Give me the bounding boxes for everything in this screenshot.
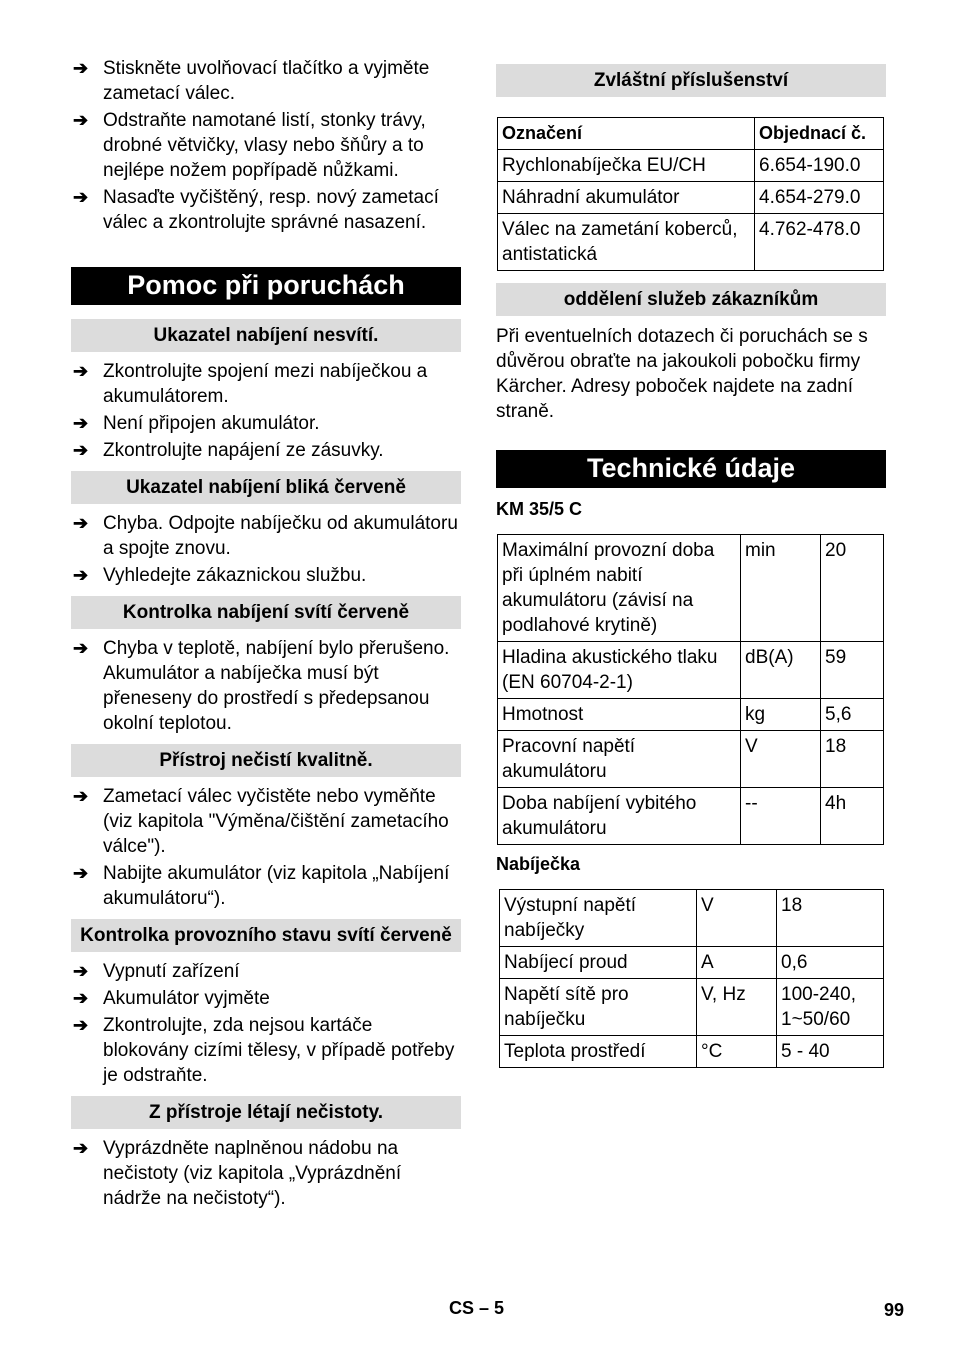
table-cell: Doba nabíjení vybitého akumulátoru — [498, 788, 741, 845]
footer-language-page: CS – 5 — [449, 1298, 505, 1318]
table-cell: 4.654-279.0 — [755, 182, 884, 214]
table-row — [500, 890, 884, 947]
list-item: ➔ Zkontrolujte, zda nejsou kartáče blokovány cizími tělesy, v případě potřeby je odstraňte. — [73, 1015, 455, 1086]
table-cell: 18 — [821, 731, 884, 788]
table-cell: 6.654-190.0 — [755, 150, 884, 182]
arrow-right-icon: ➔ — [73, 863, 89, 883]
intro-bullet-list — [71, 56, 461, 235]
table-cell: Hmotnost — [498, 699, 741, 731]
arrow-right-icon: ➔ — [73, 988, 89, 1008]
list-item: ➔ Chyba v teplotě, nabíjení bylo přerušeno. Akumulátor a nabíječka musí být přeneseny do prostředí s předepsanou okolní teplotou. — [73, 638, 450, 734]
table-cell: 100-240, 1~50/60 — [777, 979, 884, 1036]
model-label: KM 35/5 C — [496, 499, 583, 519]
section-heading: Ukazatel nabíjení bliká červeně — [71, 471, 461, 504]
table-row — [498, 182, 884, 214]
arrow-right-icon: ➔ — [73, 961, 89, 981]
table-cell: Rychlonabíječka EU/CH — [498, 150, 755, 182]
section-bullet-list — [71, 511, 461, 588]
table-row — [500, 947, 884, 979]
table-cell: 4.762-478.0 — [755, 214, 884, 271]
list-item: ➔ Odstraňte namotané listí, stonky trávy, drobné větvičky, vlasy nebo šňůry a to nejlépe nožem popřípadě nůžkami. — [73, 110, 426, 181]
list-item: ➔ Akumulátor vyjměte — [73, 988, 270, 1009]
page-number: 99 — [884, 1300, 905, 1320]
arrow-right-icon: ➔ — [73, 361, 89, 381]
main-heading: Pomoc při poruchách — [71, 267, 461, 305]
arrow-right-icon: ➔ — [73, 110, 89, 130]
model-spec-table — [497, 534, 884, 845]
table-cell: 5 - 40 — [777, 1036, 884, 1068]
arrow-right-icon: ➔ — [73, 1015, 89, 1035]
arrow-right-icon: ➔ — [73, 1138, 89, 1158]
accessories-table — [497, 117, 884, 271]
table-cell: V — [697, 890, 777, 947]
arrow-right-icon: ➔ — [73, 440, 89, 460]
service-text: Při eventuelních dotazech či poruchách se s důvěrou obraťte na jakoukoli pobočku firmy Kärcher. Adresy poboček najdete na zadní straně. — [496, 326, 868, 422]
section-heading: Přístroj nečistí kvalitně. — [71, 744, 461, 777]
section-bullet-list — [71, 959, 461, 1088]
table-cell: min — [741, 535, 821, 642]
arrow-right-icon: ➔ — [73, 565, 89, 585]
list-item: ➔ Zkontrolujte spojení mezi nabíječkou a akumulátorem. — [73, 361, 428, 407]
table-cell: V, Hz — [697, 979, 777, 1036]
arrow-right-icon: ➔ — [73, 413, 89, 433]
tech-heading: Technické údaje — [496, 450, 886, 488]
arrow-right-icon: ➔ — [73, 513, 89, 533]
charger-spec-table — [499, 889, 884, 1068]
table-cell: Válec na zametání koberců, antistatická — [498, 214, 755, 271]
table-cell: Maximální provozní doba při úplném nabití akumulátoru (závisí na podlahové krytině) — [498, 535, 741, 642]
section-bullet-list — [71, 1136, 461, 1211]
right-column — [496, 64, 886, 1068]
section-heading: Kontrolka provozního stavu svítí červeně — [71, 919, 461, 952]
table-cell: °C — [697, 1036, 777, 1068]
list-item: ➔ Vypnutí zařízení — [73, 961, 240, 982]
table-cell: A — [697, 947, 777, 979]
list-item: ➔ Nasaďte vyčištěný, resp. nový zametací válec a zkontrolujte správné nasazení. — [73, 187, 439, 233]
list-item: ➔ Nabijte akumulátor (viz kapitola „Nabíjení akumulátoru“). — [73, 863, 450, 909]
table-row — [498, 788, 884, 845]
table-cell: -- — [741, 788, 821, 845]
arrow-right-icon: ➔ — [73, 187, 89, 207]
table-row — [498, 535, 884, 642]
table-cell: kg — [741, 699, 821, 731]
table-cell: Pracovní napětí akumulátoru — [498, 731, 741, 788]
table-row — [498, 214, 884, 271]
list-item: ➔ Chyba. Odpojte nabíječku od akumulátoru a spojte znovu. — [73, 513, 458, 559]
list-item: ➔ Zkontrolujte napájení ze zásuvky. — [73, 440, 384, 461]
table-cell: Napětí sítě pro nabíječku — [500, 979, 697, 1036]
list-item: ➔ Zametací válec vyčistěte nebo vyměňte (viz kapitola "Výměna/čištění zametacího válce"). — [73, 786, 449, 857]
table-row — [498, 699, 884, 731]
section-bullet-list — [71, 784, 461, 911]
table-cell: Nabíjecí proud — [500, 947, 697, 979]
column-header: Označení — [498, 118, 755, 150]
table-cell: V — [741, 731, 821, 788]
arrow-right-icon: ➔ — [73, 786, 89, 806]
table-cell: Výstupní napětí nabíječky — [500, 890, 697, 947]
table-cell: 59 — [821, 642, 884, 699]
charger-label: Nabíječka — [496, 854, 581, 874]
column-header: Objednací č. — [755, 118, 884, 150]
service-heading: oddělení služeb zákazníkům — [496, 283, 886, 316]
section-heading: Ukazatel nabíjení nesvítí. — [71, 319, 461, 352]
table-cell: 0,6 — [777, 947, 884, 979]
table-row — [500, 979, 884, 1036]
table-row — [498, 642, 884, 699]
table-cell: 18 — [777, 890, 884, 947]
section-heading: Kontrolka nabíjení svítí červeně — [71, 596, 461, 629]
section-bullet-list — [71, 359, 461, 463]
section-bullet-list — [71, 636, 461, 736]
accessories-heading: Zvláštní příslušenství — [496, 64, 886, 97]
table-cell: 20 — [821, 535, 884, 642]
table-cell: 5,6 — [821, 699, 884, 731]
table-row — [498, 731, 884, 788]
table-header-row — [498, 118, 884, 150]
table-cell: Hladina akustického tlaku (EN 60704-2-1) — [498, 642, 741, 699]
table-cell: 4h — [821, 788, 884, 845]
list-item: ➔ Není připojen akumulátor. — [73, 413, 320, 434]
list-item: ➔ Vyprázdněte naplněnou nádobu na nečistoty (viz kapitola „Vyprázdnění nádrže na nečistoty“). — [73, 1138, 402, 1209]
arrow-right-icon: ➔ — [73, 638, 89, 658]
table-row — [500, 1036, 884, 1068]
table-cell: dB(A) — [741, 642, 821, 699]
list-item: ➔ Stiskněte uvolňovací tlačítko a vyjměte zametací válec. — [73, 58, 430, 104]
table-cell: Teplota prostředí — [500, 1036, 697, 1068]
table-row — [498, 150, 884, 182]
section-heading: Z přístroje létají nečistoty. — [71, 1096, 461, 1129]
arrow-right-icon: ➔ — [73, 58, 89, 78]
left-column — [71, 56, 461, 1213]
list-item: ➔ Vyhledejte zákaznickou službu. — [73, 565, 367, 586]
table-cell: Náhradní akumulátor — [498, 182, 755, 214]
